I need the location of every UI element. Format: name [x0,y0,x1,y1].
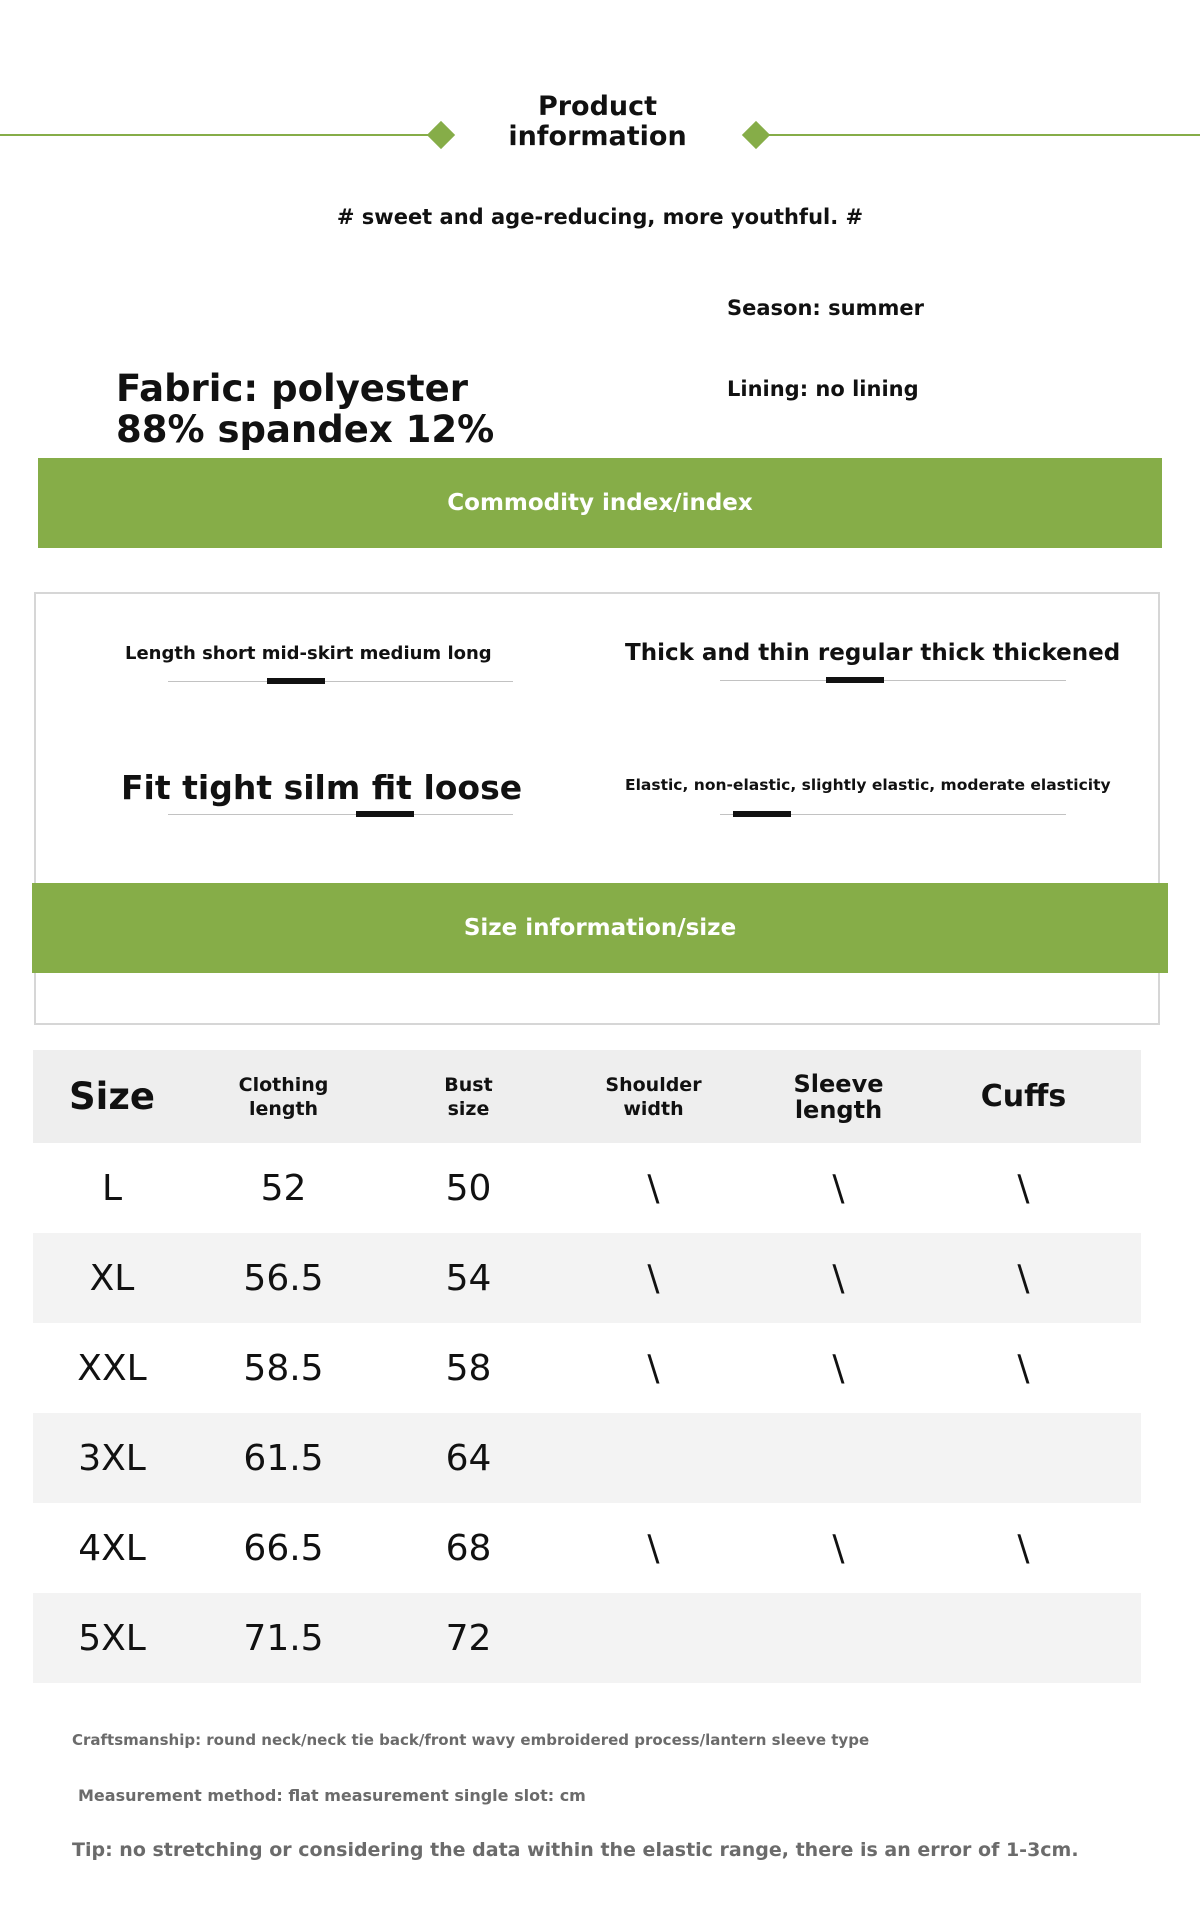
table-cell: 58 [445,1347,492,1389]
table-row [33,1143,1141,1233]
table-row [33,1503,1141,1593]
table-cell [746,1593,931,1683]
size-label-cell: L [101,1167,123,1209]
header-line-right [758,134,1200,136]
table-row [33,1413,1141,1503]
attribute-selected-marker [826,677,884,683]
table-cell: 68 [445,1527,492,1569]
lining-info: Lining: no lining [727,377,919,401]
table-cell: 66.5 [243,1527,324,1569]
fabric-info [116,368,494,450]
table-cell: 50 [445,1167,492,1209]
size-label-cell: XXL [77,1347,147,1389]
table-cell: \ [832,1167,845,1209]
table-cell [561,1593,746,1683]
table-cell: \ [1017,1257,1030,1299]
table-cell: \ [832,1347,845,1389]
header-line-left [0,134,438,136]
header-bust-size: Bust size [444,1073,493,1120]
attribute-selected-marker [733,811,791,817]
header-cuffs: Cuffs [980,1078,1067,1114]
table-row [33,1233,1141,1323]
table-cell: \ [647,1257,660,1299]
fabric-line-1: Fabric: polyester [116,367,468,410]
measurement-note: Measurement method: flat measurement single slot: cm [78,1786,586,1805]
fabric-line-2: 88% spandex 12% [116,408,495,451]
attribute-selected-marker [267,678,325,684]
table-cell: 64 [445,1437,492,1479]
table-row [33,1593,1141,1683]
table-cell: 71.5 [243,1617,324,1659]
table-cell: 56.5 [243,1257,324,1299]
attribute-scale-line [168,814,513,815]
table-cell [746,1413,931,1503]
table-cell: 72 [445,1617,492,1659]
attribute-label: Elastic, non-elastic, slightly elastic, moderate elasticity [625,776,1111,794]
table-cell: \ [832,1257,845,1299]
size-information-bar: Size information/size [32,883,1168,973]
page-title: Product information [508,91,687,152]
attribute-label: Thick and thin regular thick thickened [625,640,1121,666]
table-cell: 52 [260,1167,307,1209]
table-cell: 58.5 [243,1347,324,1389]
table-cell [931,1413,1116,1503]
tip-note: Tip: no stretching or considering the data within the elastic range, there is an error of 1-3cm. [72,1839,1079,1861]
attribute-label: Fit tight silm fit loose [121,768,523,807]
attribute-scale-line [168,681,513,682]
table-cell: \ [647,1527,660,1569]
size-label-cell: 3XL [78,1437,146,1479]
season-info: Season: summer [727,296,924,320]
table-cell: 54 [445,1257,492,1299]
table-cell: \ [647,1347,660,1389]
header-shoulder-width: Shoulder width [605,1073,702,1120]
header-sleeve-length: Sleeve length [793,1069,884,1124]
diamond-icon [427,121,455,149]
table-row [33,1323,1141,1413]
table-cell: \ [647,1167,660,1209]
commodity-index-bar: Commodity index/index [38,458,1162,548]
table-cell: \ [1017,1347,1030,1389]
attribute-selected-marker [356,811,414,817]
size-label-cell: XL [89,1257,135,1299]
craftsmanship-note: Craftsmanship: round neck/neck tie back/front wavy embroidered process/lantern sleeve type [72,1731,870,1749]
table-cell: \ [1017,1167,1030,1209]
attribute-scale-line [720,680,1066,681]
slogan: # sweet and age-reducing, more youthful. # [336,205,864,229]
table-cell: 61.5 [243,1437,324,1479]
table-header-row [33,1050,1141,1143]
attribute-label: Length short mid-skirt medium long [125,643,492,664]
size-label-cell: 5XL [78,1617,146,1659]
header-size: Size [69,1074,155,1118]
table-cell [561,1413,746,1503]
table-cell [931,1593,1116,1683]
size-table [33,1050,1141,1683]
table-cell: \ [1017,1527,1030,1569]
header-clothing-length: Clothing length [238,1073,329,1120]
size-label-cell: 4XL [78,1527,146,1569]
table-cell: \ [832,1527,845,1569]
